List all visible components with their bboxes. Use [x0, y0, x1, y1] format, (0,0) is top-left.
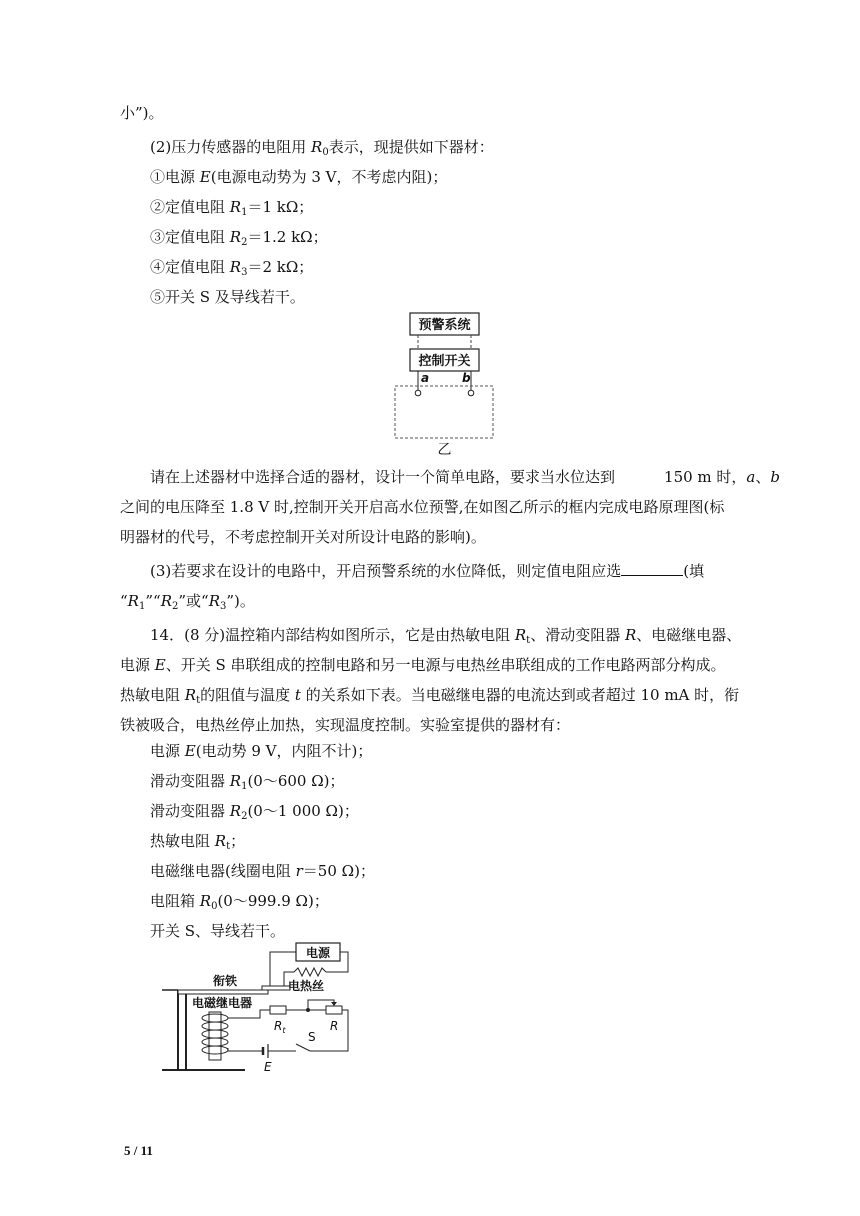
rheostat-r — [326, 1006, 342, 1014]
material-item-2: ②定值电阻 $R_1=1$ kΩ； — [150, 198, 314, 218]
power-source-label: 电源 — [305, 946, 331, 960]
text-line: 小”)。 — [120, 104, 164, 122]
figure-yi — [385, 308, 505, 458]
material-line: 滑动变阻器 $R_2(0\sim 1$ 000 Ω)； — [150, 802, 359, 822]
text-line: “$R_1”“R_2$”或“$R_3$”)。 — [120, 592, 255, 612]
rt-label: $R_t$ — [274, 1019, 286, 1035]
contact — [262, 986, 290, 990]
material-line: 热敏电阻 $R_t$； — [150, 832, 246, 852]
terminal-a — [415, 390, 421, 396]
control-switch-label: 控制开关 — [418, 354, 471, 369]
heating-wire-label: 电热丝 — [288, 979, 325, 993]
e-label: E — [264, 1060, 272, 1074]
text-line: 明器材的代号，不考虑控制开关对所设计电路的影响)。 — [120, 528, 486, 546]
text-line: 请在上述器材中选择合适的器材，设计一个简单电路，要求当水位达到 150 m 时，a、b — [150, 468, 780, 486]
text-line: 铁被吸合，电热丝停止加热，实现温度控制。实验室提供的器材有： — [120, 716, 571, 734]
material-item-4: ④定值电阻 $R_3=2$ kΩ； — [150, 258, 314, 278]
design-area-box — [395, 386, 493, 438]
figure-caption: 乙 — [437, 442, 452, 458]
terminal-a-label: a — [421, 371, 430, 385]
iron-core — [209, 1012, 221, 1060]
switch-label: S — [308, 1030, 316, 1044]
terminal-b-label: b — [462, 371, 471, 385]
question-14: 14．(8 分)温控箱内部结构如图所示，它是由热敏电阻 $R_t$、滑动变阻器 R、电磁继电器、 — [150, 626, 742, 646]
r-label: R — [330, 1019, 339, 1033]
material-line: 电阻箱 $R_0(0\sim 999.9$ Ω)； — [150, 892, 329, 912]
armature-label: 衔铁 — [213, 974, 238, 988]
terminal-b — [468, 390, 474, 396]
answer-blank[interactable] — [621, 561, 683, 576]
relay-label: 电磁继电器 — [192, 996, 253, 1010]
wire — [310, 1010, 348, 1051]
material-line: 电源 E(电动势 9 V，内阻不计)； — [150, 742, 373, 760]
material-item-5: ⑤开关 S 及导线若干。 — [150, 288, 305, 306]
switch-s — [296, 1044, 310, 1051]
page-number: 5 / 11 — [124, 1143, 153, 1158]
figure-temperature-control — [150, 940, 360, 1075]
material-item-3: ③定值电阻 $R_2=1.2$ kΩ； — [150, 228, 328, 248]
armature-bar — [178, 990, 268, 994]
material-item-1: ①电源 E(电源电动势为 3 V，不考虑内阻)； — [150, 168, 448, 186]
material-line: 电磁继电器(线圈电阻 r＝50 Ω)； — [150, 862, 375, 880]
wire — [228, 1048, 263, 1051]
slider-arrow — [331, 1002, 337, 1006]
question-2-intro: (2)压力传感器的电阻用 $R_0$表示，现提供如下器材： — [150, 138, 494, 158]
text-line: 电源 E、开关 S 串联组成的控制电路和另一电源与电热丝串联组成的工作电路两部分构成。 — [120, 656, 726, 674]
material-line: 开关 S、导线若干。 — [150, 922, 286, 940]
text-line: 热敏电阻 $R_t$的阻值与温度 t 的关系如下表。当电磁继电器的电流达到或者超过 10 mA 时，衔 — [120, 686, 740, 706]
material-line: 滑动变阻器 $R_1(0\sim 600$ Ω)； — [150, 772, 345, 792]
text-line: 之间的电压降至 1.8 V 时,控制开关开启高水位预警,在如图乙所示的框内完成电路原理图(标 — [120, 498, 725, 516]
question-3: (3)若要求在设计的电路中，开启预警系统的水位降低，则定值电阻应选 (填 — [150, 562, 705, 580]
wire — [228, 1010, 270, 1018]
warning-system-label: 预警系统 — [418, 318, 471, 333]
thermistor-rt — [270, 1006, 286, 1014]
